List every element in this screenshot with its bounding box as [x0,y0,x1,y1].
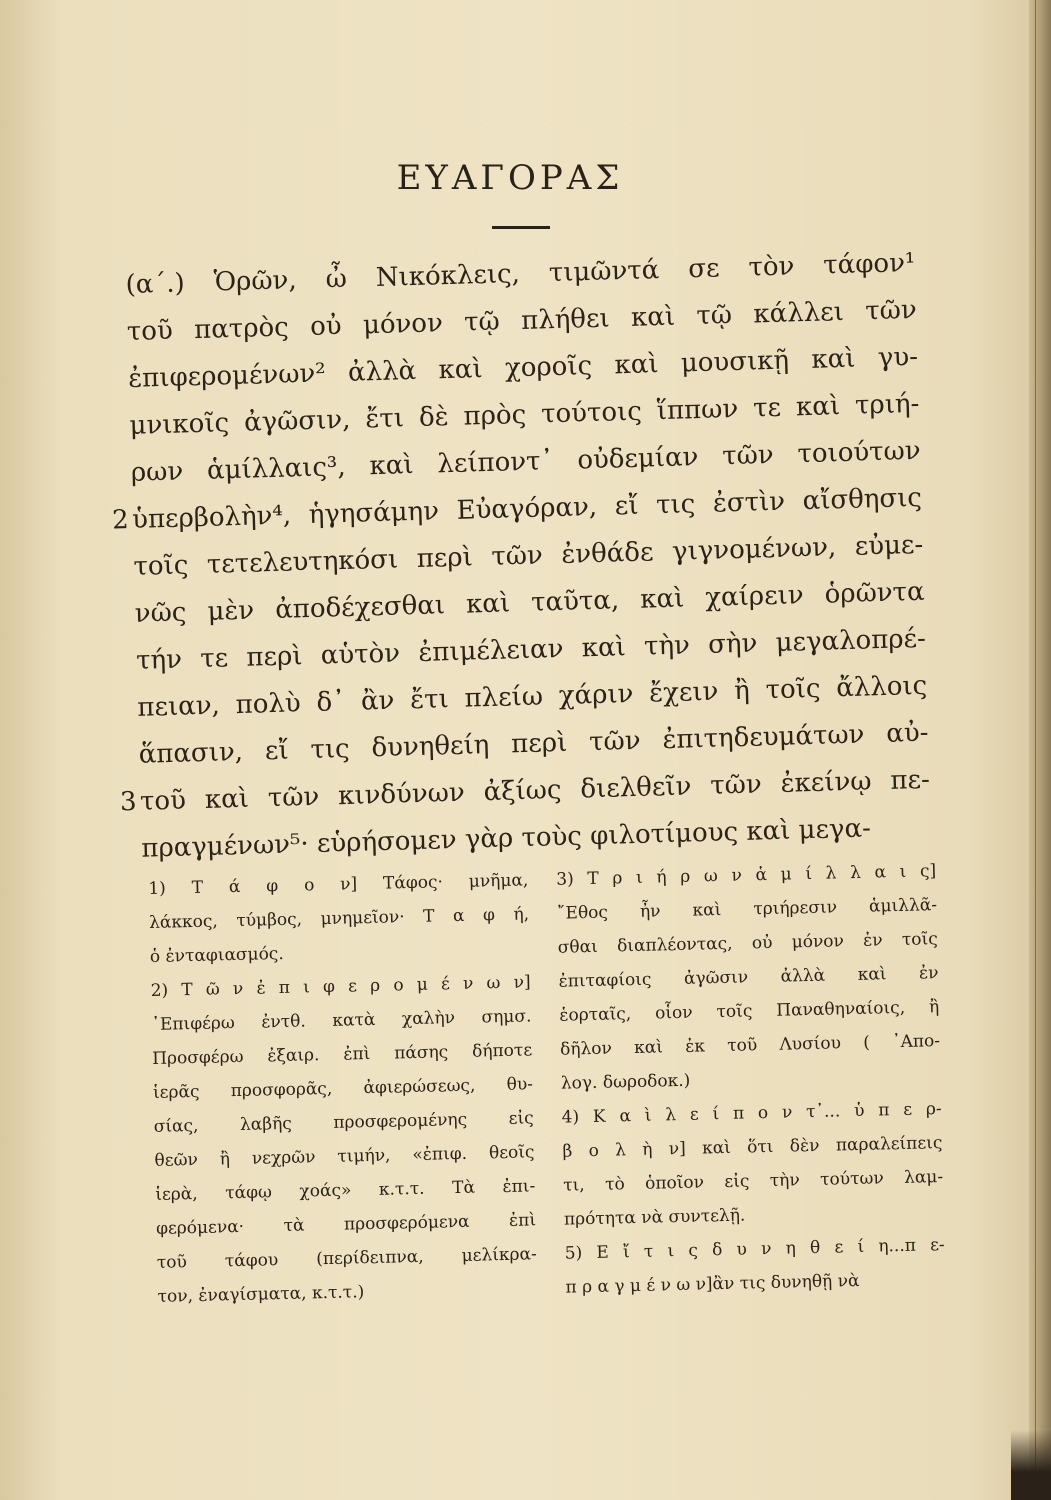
text-line-content: ρων ἁμίλλαις³, καὶ λείποντ᾿ οὐδεμίαν τῶν τοιούτων [130,435,922,488]
text-line-content: ὑπερβολὴν⁴, ἡγησάμην Εὐαγόραν, εἴ τις ἐστὶν αἴσθησις [131,482,923,535]
footnote-line: δῆλον καὶ ἐκ τοῦ Λυσίου ( ᾿Απο- [559,1031,941,1060]
text-line-content: τοῦ πατρὸς οὐ μόνον τῷ πλήθει καὶ τῷ κάλλει τῶν [126,294,918,347]
footnote-line: σίας, λαβῆς προσφερομένης εἰς [153,1108,534,1137]
footnote-line: 4) Κ α ὶ λ ε ί π ο ν τ᾿... ὑ π ε ρ- [561,1099,942,1128]
footnote-line: β ο λ ὴ ν] καὶ ὅτι δὲν παραλείπεις [562,1133,943,1162]
footnote-line: θεῶν ἢ νεχρῶν τιμήν, «ἐπιφ. θεοῖς [154,1142,535,1171]
main-text [111,240,942,873]
text-line-content: τοῖς τετελευτηκόσι περὶ τῶν ἐνθάδε γιγνομένων, εὐμε- [133,529,924,582]
footnote-line: πρότητα νὰ συντελῇ. [563,1205,746,1230]
footnote-line: τον, ἐναγίσματα, κ.τ.τ.) [157,1282,365,1307]
footnote-line: 5) Ε ἴ τ ι ς δ υ ν η θ ε ί η...π ε- [564,1235,945,1264]
text-line-content: ἐπιφερομένων² ἀλλὰ καὶ χοροῖς καὶ μουσικῇ καὶ γυ- [127,341,919,394]
section-number: 2 [111,505,130,536]
footnotes-right-column [556,854,946,1305]
page-title: ΕΥΑΓΟΡΑΣ [396,158,624,198]
footnote-line: ἱερᾶς προσφορᾶς, ἀφιερώσεως, θυ- [152,1074,534,1103]
footnote-line: φερόμενα· τὰ προσφερόμενα ἐπὶ [155,1210,537,1239]
footnote-line: ῎Εθος ἦν καὶ τριήρεσιν ἁμιλλᾶ- [556,895,938,924]
footnote-line: τοῦ τάφου (περίδειπνα, μελίκρα- [156,1244,537,1273]
footnotes-left-column [148,863,538,1314]
footnote-line: Προσφέρω ἐξαιρ. ἐπὶ πάσης δήποτε [152,1040,533,1069]
text-line-content: νῶς μὲν ἀποδέχεσθαι καὶ ταῦτα, καὶ χαίρειν ὁρῶντα [134,576,925,629]
footnote-line: ᾿Επιφέρω ἐντθ. κατὰ χαλὴν σημσ. [151,1006,532,1035]
footnote-line: ἐπιταφίοις ἀγῶσιν ἀλλὰ καὶ ἐν [558,963,939,992]
text-line-content: τήν τε περὶ αὑτὸν ἐπιμέλειαν καὶ τὴν σὴν μεγαλοπρέ- [135,623,927,676]
section-number: 3 [119,786,138,818]
footnote-line: τι, τὸ ὁποῖον εἰς τὴν τούτων λαμ- [562,1167,944,1196]
footnote-line: λάκκος, τύμβος, μνημεῖον· Τ α φ ή, [148,904,530,933]
text-line-content: (α΄.) Ὁρῶν, ὦ Νικόκλεις, τιμῶντά σε τὸν τάφον¹ [125,247,916,300]
footnote-line: 2) Τ ῶ ν ἐ π ι φ ε ρ ο μ έ ν ω ν] [150,972,531,1001]
page-edge [1029,0,1051,1500]
footnote-line: ἱερὰ, τάφῳ χοάς» κ.τ.τ. Τὰ ἐπι- [155,1176,536,1205]
page-shadow [1011,1430,1051,1500]
text-line-content: πραγμένων⁵· εὑρήσομεν γὰρ τοὺς φιλοτίμους καὶ μεγα- [140,813,872,864]
footnote-line: λογ. δωροδοκ.) [560,1070,691,1094]
text-line-content: ἅπασιν, εἴ τις δυνηθείη περὶ τῶν ἐπιτηδευμάτων αὐ- [138,717,929,770]
text-line-content: τοῦ καὶ τῶν κινδύνων ἀξίως διελθεῖν τῶν ἐκείνῳ πε- [139,764,931,817]
title-rule [492,226,550,229]
footnote-line: σθαι διαπλέοντας, οὐ μόνον ἐν τοῖς [557,929,938,958]
text-line-content: πειαν, πολὺ δ᾿ ἂν ἔτι πλείω χάριν ἔχειν ἢ τοῖς ἄλλοις [137,670,928,723]
footnote-line: ἑορταῖς, οἷον τοῖς Παναθηναίοις, ἢ [559,997,940,1026]
footnote-line: 3) Τ ρ ι ή ρ ω ν ἁ μ ί λ λ α ι ς] [556,861,937,890]
footnotes [148,854,950,1392]
footnote-line: 1) Τ ά φ ο ν] Τάφος· μνῆμα, [148,870,529,899]
footnote-line: ὁ ἐνταφιασμός. [149,943,284,967]
text-line-content: μνικοῖς ἀγῶσιν, ἔτι δὲ πρὸς τούτοις ἵππων τε καὶ τριή- [129,388,920,441]
footnote-line: π ρ α γ μ έ ν ω ν]ἂν τις δυνηθῇ νὰ [565,1270,860,1298]
